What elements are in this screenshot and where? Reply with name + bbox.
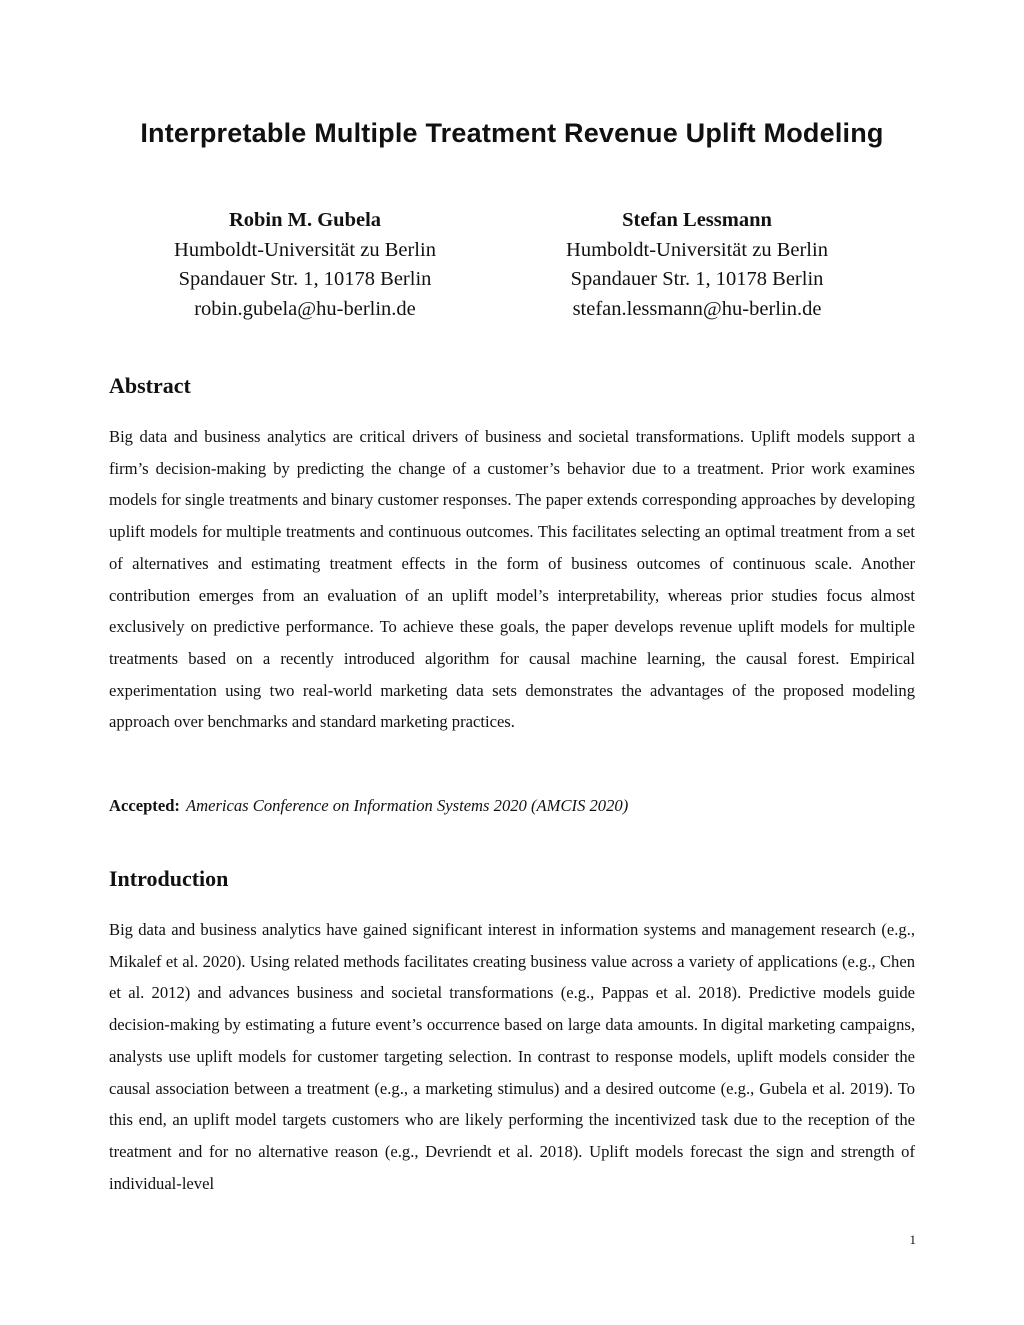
abstract-heading: Abstract — [109, 373, 191, 398]
introduction-text: Big data and business analytics have gained significant interest in information systems and management research (e.g., Mikalef et al. 2020). Using related methods facilitates creating business value across a variety of applications (e.g., Chen et al. 2012) and advances business and societal transformations (e.g., Pappas et al. 2018). Predictive models guide decision-making by estimating a future event’s occurrence based on large data amounts. In digital marketing campaigns, analysts use uplift models for customer targeting selection. In contrast to response models, uplift models consider the causal association between a treatment (e.g., a marketing stimulus) and a desired outcome (e.g., Gubela et al. 2019). To this end, an uplift model targets customers who are likely performing the incentivized task due to the reception of the treatment and for no alternative reason (e.g., Devriendt et al. 2018). Uplift models forecast the sign and strength of individual-level — [109, 920, 915, 1193]
accepted-label: Accepted: — [109, 796, 180, 815]
author-address: Spandauer Str. 1, 10178 Berlin — [570, 268, 824, 290]
author-email: robin.gubela@hu-berlin.de — [194, 297, 416, 320]
acceptance-note — [109, 794, 628, 818]
introduction-heading: Introduction — [109, 866, 229, 891]
author-name: Robin M. Gubela — [228, 209, 382, 231]
abstract-text: Big data and business analytics are critical drivers of business and societal transformations. Uplift models support a firm’s decision-making by predicting the change of a customer’s behavior due to a treatment. Prior work examines models for single treatments and binary customer responses. The paper extends corresponding approaches by developing uplift models for multiple treatments and continuous outcomes. This facilitates selecting an optimal treatment from a set of alternatives and estimating treatment effects in the form of business outcomes of continuous scale. Another contribution emerges from an evaluation of an uplift model’s interpretability, whereas prior studies focus almost exclusively on predictive performance. To achieve these goals, the paper develops revenue uplift models for multiple treatments based on a recently introduced algorithm for causal machine learning, the causal forest. Empirical experimentation using two real-world marketing data sets demonstrates the advantages of the proposed modeling approach over benchmarks and standard marketing practices. — [109, 427, 915, 732]
author-affiliation: Humboldt-Universität zu Berlin — [566, 238, 828, 261]
author-address: Spandauer Str. 1, 10178 Berlin — [178, 268, 432, 290]
author-name: Stefan Lessmann — [622, 209, 772, 231]
author-block-1 — [115, 206, 495, 324]
author-affiliation: Humboldt-Universität zu Berlin — [174, 238, 436, 261]
author-email: stefan.lessmann@hu-berlin.de — [572, 297, 822, 320]
accepted-venue: Americas Conference on Information Systems 2020 (AMCIS 2020) — [185, 796, 629, 815]
author-block-2 — [507, 206, 887, 324]
paper-title: Interpretable Multiple Treatment Revenue Uplift Modeling — [140, 118, 884, 148]
page-number: 1 — [909, 1232, 916, 1247]
